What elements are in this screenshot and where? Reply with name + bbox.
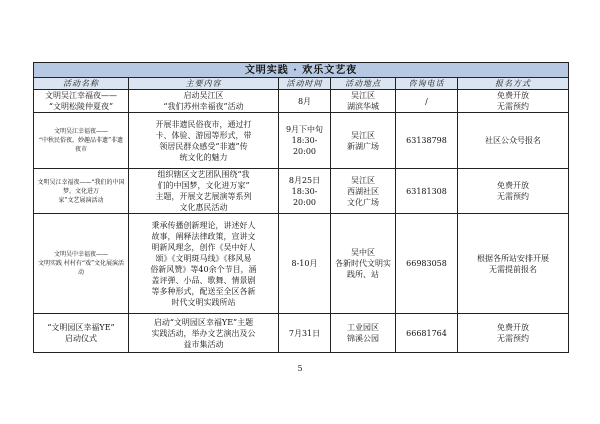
content-line: 实践活动，举办文艺演出及公 <box>151 328 256 338</box>
activity-name-line: “文明松陵仲夏夜” <box>48 102 114 111</box>
content-line: 俗新风赞》等40余个节目，涵 <box>150 264 257 274</box>
activity-name-cell <box>34 90 129 113</box>
activity-name-line: “中秋民俗夜，妙趣品非遗”非遗夜市 <box>38 137 124 153</box>
content-line: 等多种形式，配送至全区各新 <box>151 286 256 296</box>
activity-name-line: “文明园区幸福YE” <box>47 323 115 332</box>
activity-name-cell <box>34 169 129 214</box>
place-cell <box>331 214 396 314</box>
place-line: 吴江区 <box>351 130 375 140</box>
table-row <box>34 90 569 113</box>
phone-cell: 63181308 <box>396 169 458 214</box>
signup-line: 免费开放 <box>497 181 530 190</box>
time-cell <box>279 214 331 314</box>
activity-name-line: 家”文艺展演活动 <box>58 196 104 204</box>
header-place: 活动地点 <box>331 78 396 90</box>
header-row <box>34 78 569 90</box>
time-cell <box>279 113 331 169</box>
content-line: 明新风理念，创作《吴中好人 <box>151 242 256 252</box>
content-line: 颂》《文明斑马线》《移风易 <box>155 253 252 263</box>
content-cell <box>129 169 279 214</box>
activity-name-line: 文明实践 村村有“戏”文化展演活动 <box>37 260 125 276</box>
content-line: 组织辖区文艺团队围绕“我 <box>157 170 250 179</box>
table-body <box>34 90 569 353</box>
table-title: 文明实践 · 欢乐文艺夜 <box>34 63 569 78</box>
table-row <box>34 314 569 353</box>
place-cell <box>331 169 396 214</box>
place-cell <box>331 314 396 353</box>
activity-name-line: 文明吴江幸福夜——“我们的中国梦，文化进万 <box>37 178 125 195</box>
activity-name-line: 启动仪式 <box>65 334 97 343</box>
content-line: 益市集活动 <box>183 339 224 349</box>
place-line: 践所、站 <box>347 270 379 279</box>
phone-cell: 66681764 <box>396 314 458 353</box>
signup-line: 无需预约 <box>497 334 530 343</box>
place-line: 吴江区 <box>351 91 375 100</box>
content-line: 启动“文明园区幸福YE”主题 <box>153 317 254 327</box>
content-line: 文化惠民活动 <box>179 203 228 212</box>
time-line: 8-10月 <box>291 259 318 268</box>
header-signup: 报名方式 <box>458 78 569 90</box>
content-line: 秉承传播创新理论，讲述好人 <box>151 220 256 230</box>
signup-cell <box>458 214 569 314</box>
content-cell <box>129 214 279 314</box>
place-cell <box>331 90 396 113</box>
place-line: 文化广场 <box>347 197 379 207</box>
header-content: 主要内容 <box>129 78 279 90</box>
content-line: 们的中国梦，文化进万家” <box>157 181 250 190</box>
content-line: 主题，开展文艺展演等系列 <box>155 192 252 201</box>
signup-line: 无需预约 <box>497 102 530 111</box>
activity-name-line: 文明吴江幸福夜—— <box>45 91 117 100</box>
header-phone: 咨询电话 <box>396 78 458 90</box>
time-cell <box>279 169 331 214</box>
time-cell <box>279 314 331 353</box>
place-line: 吴中区 <box>351 248 375 257</box>
activity-name-cell <box>34 113 129 169</box>
signup-line: 免费开放 <box>497 91 530 100</box>
content-line: “我们苏州幸福夜”活动 <box>163 102 244 111</box>
time-line: 7月31日 <box>288 328 321 338</box>
header-time: 活动时间 <box>279 78 331 90</box>
content-line: 故事，阐释法律政策，宣讲文 <box>151 231 256 241</box>
signup-line: 社区公众号报名 <box>485 136 542 145</box>
activity-name-cell <box>34 314 129 353</box>
place-line: 吴江区 <box>351 175 375 185</box>
content-line: 启动吴江区 <box>183 91 224 100</box>
signup-line: 根据各所站安排开展 <box>477 253 550 263</box>
content-cell <box>129 113 279 169</box>
phone-cell: / <box>396 90 458 113</box>
phone-cell: 63138798 <box>396 113 458 169</box>
activity-name-line: 文明吴中幸福夜—— <box>53 251 108 258</box>
place-line: 新湖广场 <box>347 141 379 151</box>
signup-cell <box>458 169 569 214</box>
place-line: 各新时代文明实 <box>335 259 391 268</box>
signup-cell <box>458 90 569 113</box>
content-line: 盖评弹、小品、歌舞、情景剧 <box>151 275 256 285</box>
table-row <box>34 214 569 314</box>
signup-cell <box>458 314 569 353</box>
table-row <box>34 169 569 214</box>
activity-name-cell <box>34 214 129 314</box>
signup-line: 无需提前报名 <box>489 264 538 274</box>
time-line: 8月25日 <box>288 175 321 185</box>
content-line: 领居民群众感受“非遗”传 <box>159 141 248 151</box>
content-line: 开展非遗民俗夜市，通过打 <box>155 119 252 129</box>
content-line: 统文化的魅力 <box>179 152 228 162</box>
signup-line: 免费开放 <box>497 323 530 332</box>
page-number: 5 <box>297 364 303 373</box>
time-line: 18:30-20:00 <box>291 186 318 207</box>
signup-line: 无需预约 <box>497 192 530 201</box>
time-line: 8月 <box>297 96 312 106</box>
header-activity-name: 活动名称 <box>34 78 129 90</box>
time-line: 18:30-20:00 <box>291 136 318 156</box>
place-line: 工业园区 <box>347 323 379 332</box>
content-line: 时代文明实践所站 <box>171 297 236 307</box>
time-cell <box>279 90 331 113</box>
signup-cell <box>458 113 569 169</box>
content-line: 卡、体验、游园等形式，带 <box>155 130 252 140</box>
content-cell <box>129 90 279 113</box>
events-table <box>33 62 569 353</box>
table-row <box>34 113 569 169</box>
phone-cell: 66983058 <box>396 214 458 314</box>
place-line: 锦溪公园 <box>347 334 379 343</box>
place-line: 湖滨华城 <box>347 102 379 111</box>
activity-name-line: 文明吴江幸福夜—— <box>53 128 108 135</box>
place-line: 西湖社区 <box>347 186 379 196</box>
time-line: 9月下中旬 <box>285 125 324 134</box>
place-cell <box>331 113 396 169</box>
content-cell <box>129 314 279 353</box>
